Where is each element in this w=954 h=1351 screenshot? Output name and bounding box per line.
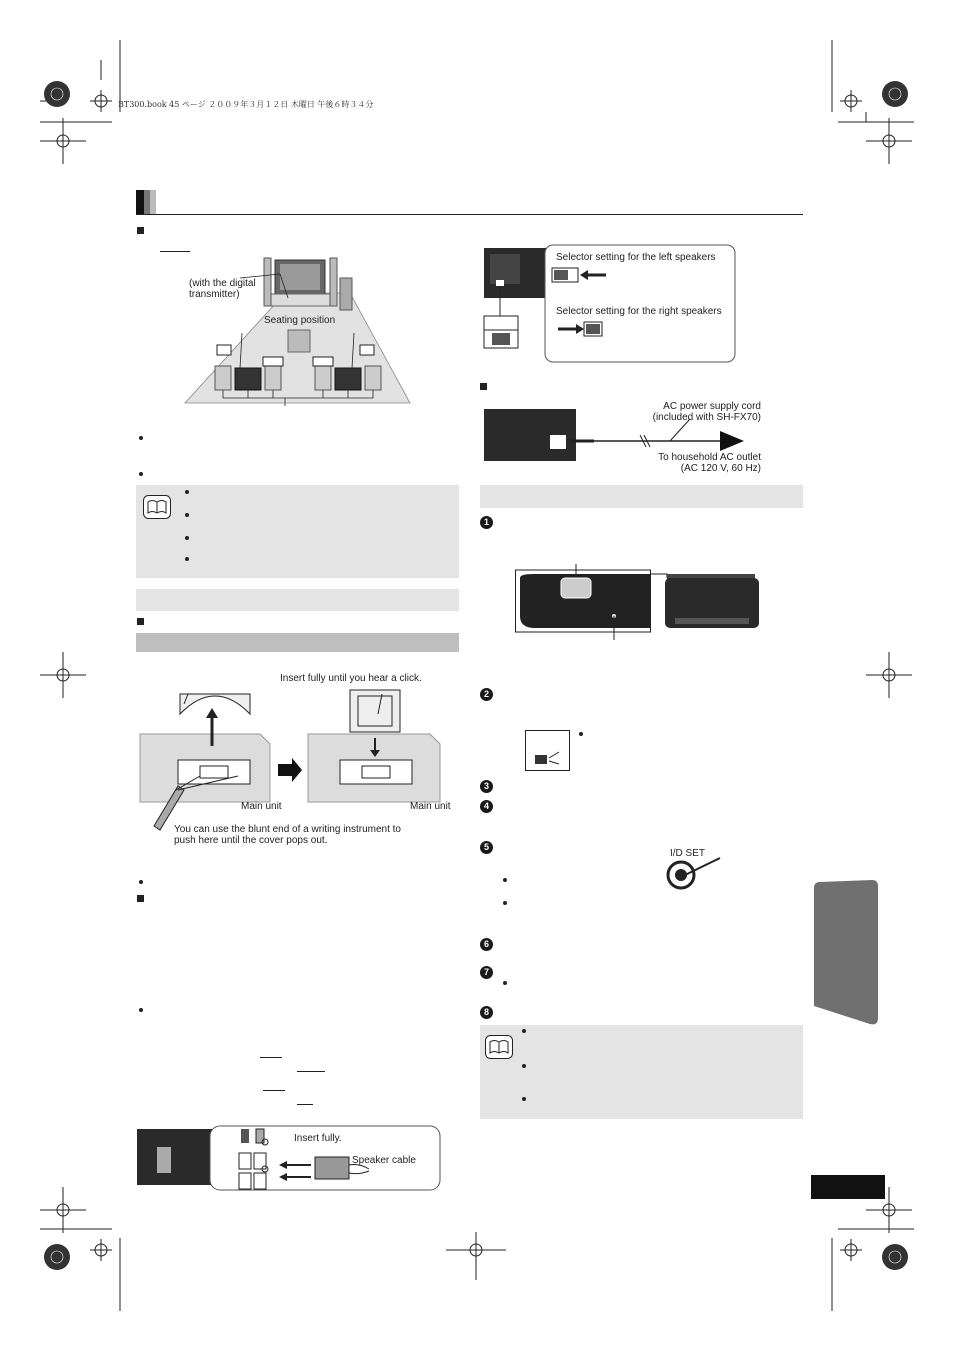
note-box (136, 485, 459, 578)
seating-position-label: Seating position (264, 315, 336, 326)
left-speakers-selector-label: Selector setting for the left speakers (556, 252, 716, 263)
step-2-number: 2 (480, 688, 493, 701)
id-set-button-icon (666, 858, 726, 892)
indicator-detail-figure (525, 730, 573, 772)
note-book-icon (485, 1035, 513, 1059)
insert-fully-label: Insert fully. (294, 1133, 342, 1144)
unit-button-figure (515, 560, 765, 640)
step-5-number: 5 (480, 841, 493, 854)
subsection-bar (136, 589, 459, 611)
step-7-number: 7 (480, 966, 493, 979)
bullet (139, 472, 143, 476)
digital-transmitter-note: (with the digital transmitter) (189, 278, 256, 300)
underline-mark (260, 1057, 282, 1058)
main-unit-label-right: Main unit (410, 801, 451, 812)
bullet (503, 901, 507, 905)
main-unit-label-left: Main unit (241, 801, 282, 812)
section-marker (137, 227, 144, 234)
cover-removal-figure (140, 686, 460, 846)
section-marker (137, 618, 144, 625)
id-set-label: I/D SET (670, 848, 706, 859)
bullet (185, 490, 189, 494)
step-1-number: 1 (480, 516, 493, 529)
right-speakers-selector-label: Selector setting for the right speakers (556, 306, 722, 317)
subsection-bar (480, 485, 803, 508)
outlet-label: To household AC outlet (AC 120 V, 60 Hz) (658, 452, 761, 474)
page-number-block (811, 1175, 885, 1199)
underline-mark (297, 1104, 313, 1105)
subsection-bar-dark (136, 633, 459, 652)
bullet (579, 732, 583, 736)
file-info-header: BT300.book 45 ページ ２００９年３月１２日 木曜日 午後６時３４分 (118, 100, 374, 109)
note-box (480, 1025, 803, 1119)
bullet (185, 536, 189, 540)
bullet (522, 1029, 526, 1033)
bullet (139, 1008, 143, 1012)
step-3-number: 3 (480, 780, 493, 793)
side-tab (810, 880, 880, 1030)
bullet (522, 1064, 526, 1068)
section-marker (480, 383, 487, 390)
step-8-number: 8 (480, 1006, 493, 1019)
step-6-number: 6 (480, 938, 493, 951)
bullet (139, 436, 143, 440)
speaker-cable-label: Speaker cable (352, 1155, 416, 1166)
underline-mark (263, 1090, 285, 1091)
section-marker (137, 895, 144, 902)
bullet (185, 557, 189, 561)
underline-mark (297, 1071, 325, 1072)
bullet (503, 981, 507, 985)
blunt-end-note: You can use the blunt end of a writing instrument to push here until the cover pops out. (174, 824, 401, 846)
ac-cord-label: AC power supply cord (included with SH-FX70) (652, 401, 761, 423)
bullet (185, 513, 189, 517)
insert-fully-click-label: Insert fully until you hear a click. (280, 673, 422, 684)
bullet (522, 1097, 526, 1101)
section-title-bar (136, 190, 803, 215)
step-4-number: 4 (480, 800, 493, 813)
bullet (139, 880, 143, 884)
bullet (503, 878, 507, 882)
note-book-icon (143, 495, 171, 519)
